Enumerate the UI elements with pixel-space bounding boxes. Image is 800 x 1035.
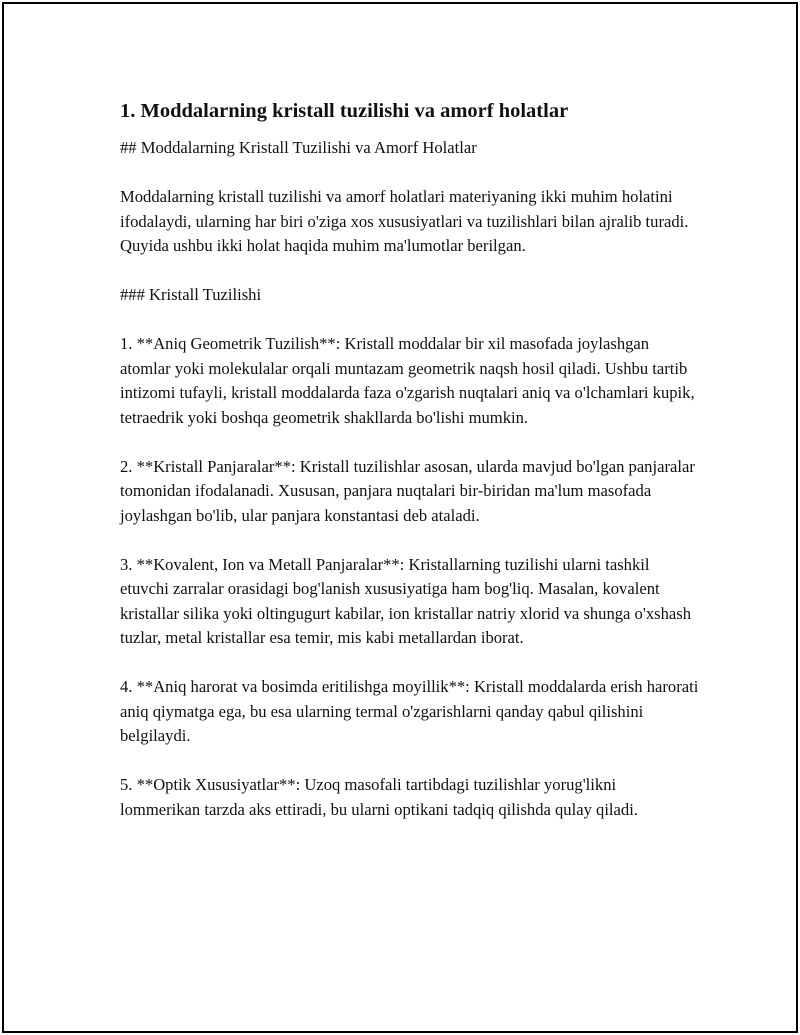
list-item: 1. **Aniq Geometrik Tuzilish**: Kristall moddalar bir xil masofada joylashgan atomlar yoki molekulalar orqali muntazam geometrik naqsh hosil qiladi. Ushbu tartib intizomi tufayli, kristall moddalarda faza o'zgarish nuqtalari aniq va o'lchamlari kupik, tetraedrik yoki boshqa geometrik shakllarda bo'lishi mumkin. [120, 334, 699, 427]
document-page [2, 2, 798, 1033]
section-heading: ### Kristall Tuzilishi [120, 285, 262, 304]
document-subheading: ## Moddalarning Kristall Tuzilishi va Amorf Holatlar [120, 138, 477, 157]
list-item: 5. **Optik Xususiyatlar**: Uzoq masofali tartibdagi tuzilishlar yorug'likni lommerikan tarzda aks ettiradi, bu ularni optikani tadqiq qilishda qulay qiladi. [120, 775, 638, 819]
list-item: 3. **Kovalent, Ion va Metall Panjaralar**: Kristallarning tuzilishi ularni tashkil etuvchi zarralar orasidagi bog'lanish xususiyatiga ham bog'liq. Masalan, kovalent kristallar silika yoki oltingugurt kabilar, ion kristallar natriy xlorid va shunga o'xshash tuzlar, metal kristallar esa temir, mis kabi metallardan iborat. [120, 554, 696, 647]
list-item: 4. **Aniq harorat va bosimda eritilishga moyillik**: Kristall moddalarda erish harorati aniq qiymatga ega, bu esa ularning termal o'zgarishlarni qanday qabul qilishini belgilaydi. [120, 677, 703, 745]
document-title: 1. Moddalarning kristall tuzilishi va amorf holatlar [120, 100, 569, 122]
document-content [120, 98, 703, 822]
list-item: 2. **Kristall Panjaralar**: Kristall tuzilishlar asosan, ularda mavjud bo'lgan panjaralar tomonidan ifodalanadi. Xususan, panjara nuqtalari bir-biridan ma'lum masofada joylashgan bo'lib, ular panjara konstantasi deb ataladi. [120, 456, 699, 525]
intro-paragraph: Moddalarning kristall tuzilishi va amorf holatlari materiyaning ikki muhim holatini ifodalaydi, ularning har biri o'ziga xos xususiyatlari va tuzilishlari bilan ajralib turadi. Quyida ushbu ikki holat haqida muhim ma'lumotlar berilgan. [120, 187, 693, 255]
